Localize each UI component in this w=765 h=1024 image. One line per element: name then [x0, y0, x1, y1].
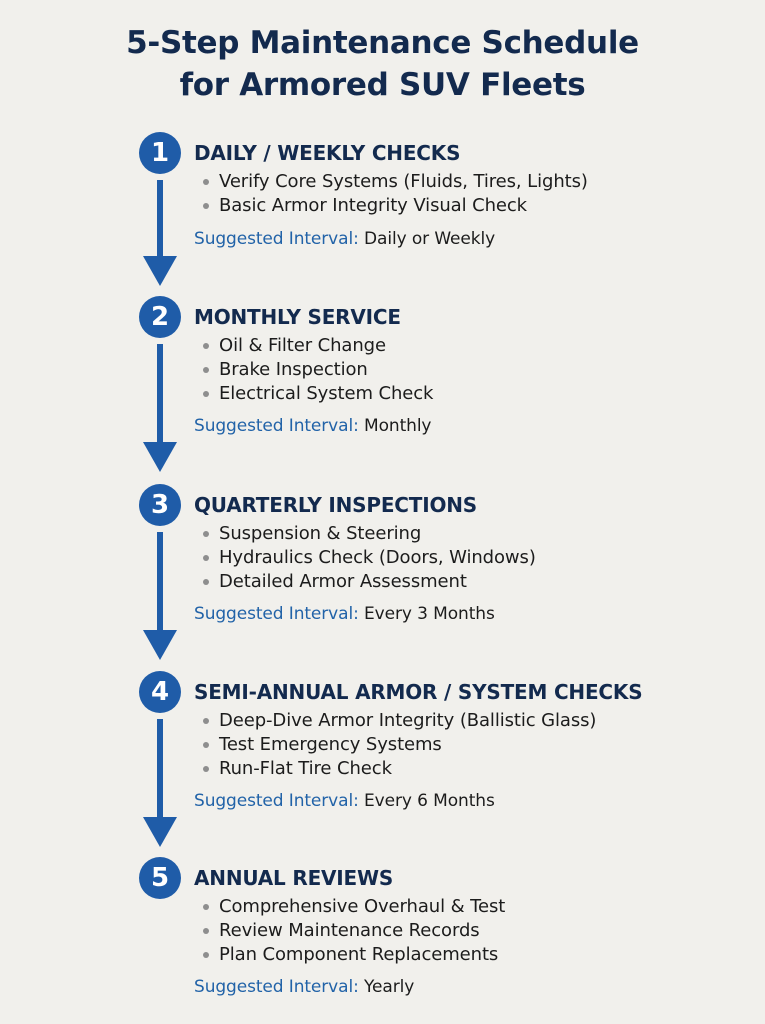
- list-item: [201, 522, 536, 546]
- list-item: [201, 570, 536, 594]
- bullet-icon: [203, 742, 209, 748]
- interval-label: Suggested Interval:: [194, 791, 359, 811]
- step-number-badge: 5: [139, 857, 181, 899]
- list-item-text: Review Maintenance Records: [219, 920, 480, 941]
- step-item-list: [201, 170, 588, 218]
- suggested-interval: [194, 975, 414, 999]
- step-item-list: [201, 895, 505, 967]
- list-item-text: Hydraulics Check (Doors, Windows): [219, 547, 536, 568]
- list-item: [201, 546, 536, 570]
- list-item-text: Verify Core Systems (Fluids, Tires, Lights): [219, 171, 588, 192]
- interval-label: Suggested Interval:: [194, 229, 359, 249]
- interval-value: Monthly: [364, 416, 432, 436]
- list-item: [201, 334, 433, 358]
- bullet-icon: [203, 928, 209, 934]
- step-item-list: [201, 334, 433, 406]
- step-number-badge: 1: [139, 132, 181, 174]
- list-item: [201, 709, 596, 733]
- bullet-icon: [203, 531, 209, 537]
- list-item: [201, 895, 505, 919]
- bullet-icon: [203, 555, 209, 561]
- list-item-text: Brake Inspection: [219, 359, 368, 380]
- page-title: [0, 22, 765, 106]
- step-title: SEMI-ANNUAL ARMOR / SYSTEM CHECKS: [194, 680, 643, 704]
- step-title: DAILY / WEEKLY CHECKS: [194, 141, 461, 165]
- interval-value: Every 3 Months: [364, 604, 495, 624]
- interval-value: Every 6 Months: [364, 791, 495, 811]
- list-item: [201, 919, 505, 943]
- list-item-text: Deep-Dive Armor Integrity (Ballistic Glass): [219, 710, 597, 731]
- interval-value: Daily or Weekly: [364, 229, 496, 249]
- step-title: ANNUAL REVIEWS: [194, 866, 394, 890]
- connector-arrow-3-4: [139, 532, 181, 664]
- title-line-1: 5-Step Maintenance Schedule: [126, 25, 639, 61]
- list-item: [201, 733, 596, 757]
- bullet-icon: [203, 766, 209, 772]
- list-item: [201, 382, 433, 406]
- interval-label: Suggested Interval:: [194, 604, 359, 624]
- list-item-text: Plan Component Replacements: [219, 944, 499, 965]
- bullet-icon: [203, 904, 209, 910]
- bullet-icon: [203, 579, 209, 585]
- interval-label: Suggested Interval:: [194, 977, 359, 997]
- list-item: [201, 943, 505, 967]
- list-item: [201, 194, 588, 218]
- list-item-text: Test Emergency Systems: [219, 734, 442, 755]
- suggested-interval: [194, 602, 495, 626]
- connector-arrow-1-2: [139, 180, 181, 290]
- list-item-text: Detailed Armor Assessment: [219, 571, 467, 592]
- bullet-icon: [203, 718, 209, 724]
- list-item-text: Electrical System Check: [219, 383, 434, 404]
- list-item-text: Basic Armor Integrity Visual Check: [219, 195, 527, 216]
- bullet-icon: [203, 952, 209, 958]
- bullet-icon: [203, 343, 209, 349]
- suggested-interval: [194, 789, 495, 813]
- list-item: [201, 358, 433, 382]
- interval-value: Yearly: [364, 977, 415, 997]
- connector-arrow-2-3: [139, 344, 181, 476]
- interval-label: Suggested Interval:: [194, 416, 359, 436]
- bullet-icon: [203, 391, 209, 397]
- bullet-icon: [203, 203, 209, 209]
- list-item-text: Suspension & Steering: [219, 523, 422, 544]
- step-item-list: [201, 709, 596, 781]
- list-item-text: Run-Flat Tire Check: [219, 758, 392, 779]
- list-item-text: Oil & Filter Change: [219, 335, 386, 356]
- list-item: [201, 170, 588, 194]
- step-number-badge: 2: [139, 296, 181, 338]
- connector-arrow-4-5: [139, 719, 181, 851]
- step-number-badge: 3: [139, 484, 181, 526]
- step-number-badge: 4: [139, 671, 181, 713]
- title-line-2: for Armored SUV Fleets: [179, 67, 586, 103]
- list-item-text: Comprehensive Overhaul & Test: [219, 896, 506, 917]
- bullet-icon: [203, 367, 209, 373]
- suggested-interval: [194, 227, 495, 251]
- step-title: QUARTERLY INSPECTIONS: [194, 493, 477, 517]
- step-item-list: [201, 522, 536, 594]
- list-item: [201, 757, 596, 781]
- suggested-interval: [194, 414, 431, 438]
- bullet-icon: [203, 179, 209, 185]
- step-title: MONTHLY SERVICE: [194, 305, 401, 329]
